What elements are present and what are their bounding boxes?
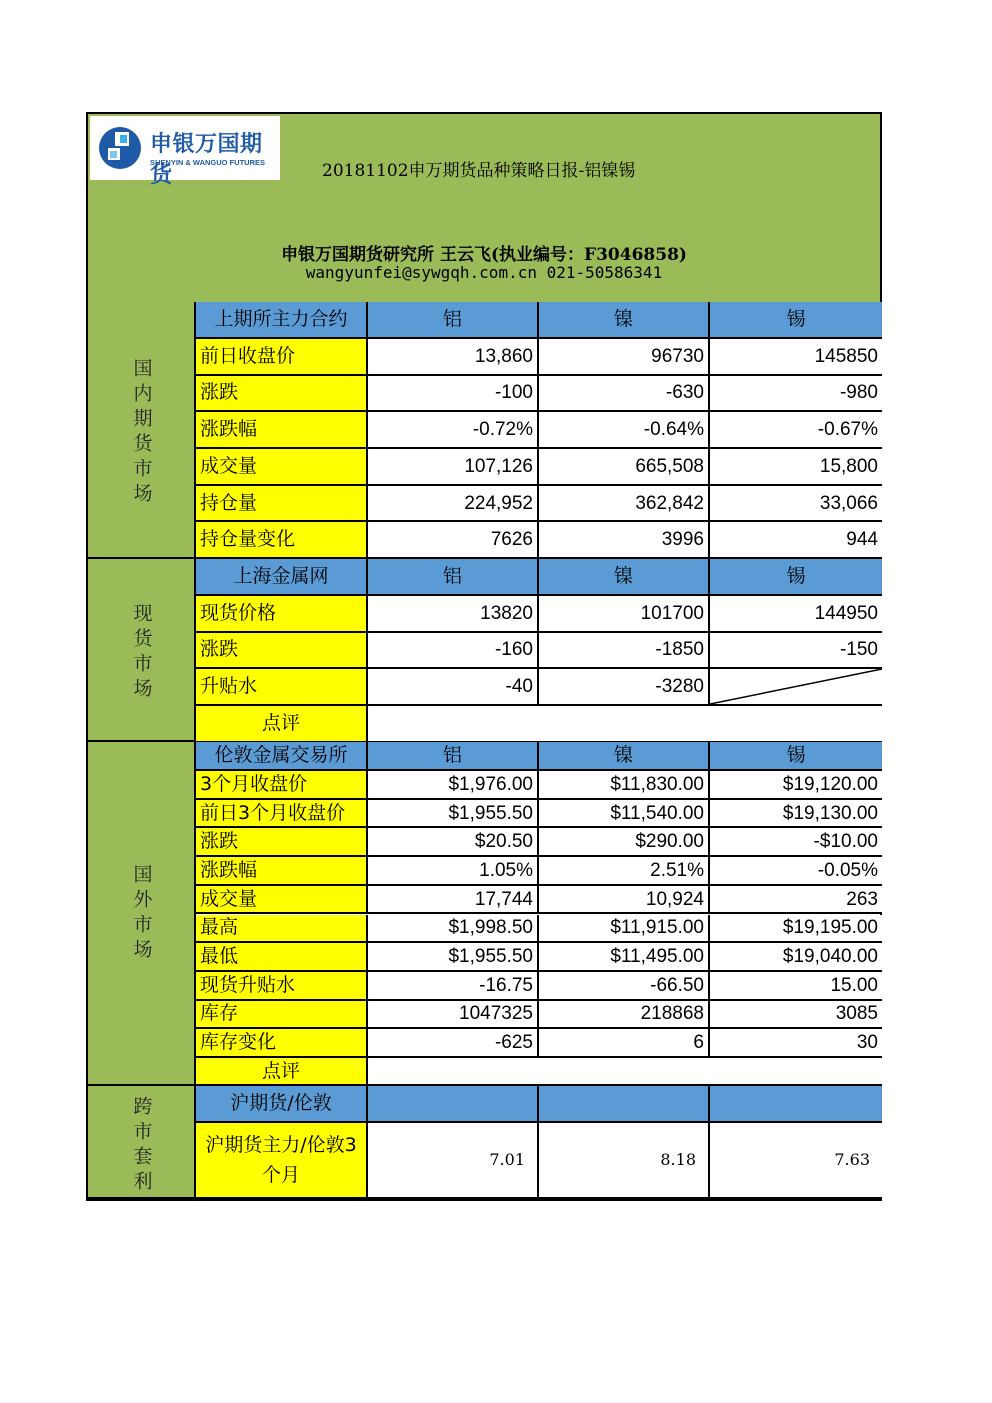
foreign-cell: -66.50 (539, 972, 710, 1001)
arbitrage-ratio-cell: 7.63 (710, 1123, 882, 1199)
spot-row-label: 现货价格 (196, 596, 368, 633)
foreign-row-label: 3个月收盘价 (196, 771, 368, 800)
foreign-cell: 6 (539, 1029, 710, 1058)
foreign-cell: 30 (710, 1029, 882, 1058)
domestic-cell: 665,508 (539, 449, 710, 486)
domestic-cell: -0.72% (368, 412, 539, 449)
arbitrage-header-1 (368, 1086, 539, 1123)
spot-row-label: 升贴水 (196, 669, 368, 706)
domestic-cell: 224,952 (368, 486, 539, 523)
arbitrage-header-2 (539, 1086, 710, 1123)
foreign-cell: $19,040.00 (710, 943, 882, 972)
foreign-row-label: 最高 (196, 915, 368, 944)
foreign-cell: -0.05% (710, 857, 882, 886)
foreign-row-label: 现货升贴水 (196, 972, 368, 1001)
domestic-cell: -0.64% (539, 412, 710, 449)
domestic-row-label: 前日收盘价 (196, 339, 368, 376)
spot-cell: -1850 (539, 633, 710, 670)
section-arbitrage-label: 跨市套利 (130, 1096, 153, 1196)
foreign-cell: 1.05% (368, 857, 539, 886)
foreign-cell: $290.00 (539, 828, 710, 857)
domestic-cell: 96730 (539, 339, 710, 376)
foreign-cell: $19,130.00 (710, 800, 882, 829)
foreign-header-1: 铝 (368, 742, 539, 771)
foreign-cell: 2.51% (539, 857, 710, 886)
foreign-header-3: 锡 (710, 742, 882, 771)
spot-cell: -160 (368, 633, 539, 670)
foreign-cell: $20.50 (368, 828, 539, 857)
foreign-comment-label: 点评 (196, 1058, 368, 1086)
domestic-header-0: 上期所主力合约 (196, 302, 368, 339)
section-spot (88, 559, 196, 742)
spot-cell: 101700 (539, 596, 710, 633)
foreign-cell: -$10.00 (710, 828, 882, 857)
section-domestic (88, 302, 196, 559)
spot-header-2: 镍 (539, 559, 710, 596)
foreign-cell: $11,495.00 (539, 943, 710, 972)
foreign-row-label: 前日3个月收盘价 (196, 800, 368, 829)
foreign-cell: 10,924 (539, 886, 710, 915)
section-foreign-label: 国外市场 (130, 864, 153, 964)
section-spot-label: 现货市场 (130, 603, 153, 703)
foreign-comment-field (368, 1058, 882, 1086)
domestic-cell: 7626 (368, 522, 539, 559)
spot-cell: -40 (368, 669, 539, 706)
domestic-row-label: 涨跌 (196, 376, 368, 413)
domestic-cell: -100 (368, 376, 539, 413)
foreign-header-0: 伦敦金属交易所 (196, 742, 368, 771)
company-logo (90, 116, 280, 188)
diagonal-empty-mark (710, 669, 882, 706)
foreign-cell: $11,540.00 (539, 800, 710, 829)
foreign-row-label: 涨跌 (196, 828, 368, 857)
foreign-row-label: 成交量 (196, 886, 368, 915)
foreign-row-label: 涨跌幅 (196, 857, 368, 886)
section-domestic-label: 国内期货市场 (130, 358, 153, 508)
spot-header-0: 上海金属网 (196, 559, 368, 596)
foreign-cell: $19,195.00 (710, 915, 882, 944)
arbitrage-ratio-cell: 8.18 (539, 1123, 710, 1199)
spot-cell (710, 669, 882, 706)
spot-cell: -150 (710, 633, 882, 670)
domestic-row-label: 持仓量变化 (196, 522, 368, 559)
spot-cell: -3280 (539, 669, 710, 706)
domestic-header-3: 锡 (710, 302, 882, 339)
arbitrage-header-3 (710, 1086, 882, 1123)
logo-mark-icon (98, 126, 142, 170)
foreign-cell: 263 (710, 886, 882, 915)
foreign-cell: $19,120.00 (710, 771, 882, 800)
domestic-row-label: 成交量 (196, 449, 368, 486)
domestic-header-2: 镍 (539, 302, 710, 339)
domestic-cell: 107,126 (368, 449, 539, 486)
arbitrage-header-0: 沪期货/伦敦 (196, 1086, 368, 1123)
author-line: 申银万国期货研究所 王云飞(执业编号：F3046858) (281, 245, 687, 265)
foreign-cell: 3085 (710, 1001, 882, 1030)
foreign-cell: -625 (368, 1029, 539, 1058)
foreign-header-2: 镍 (539, 742, 710, 771)
domestic-cell: 944 (710, 522, 882, 559)
foreign-cell: $1,976.00 (368, 771, 539, 800)
spot-row-label: 涨跌 (196, 633, 368, 670)
arbitrage-ratio-cell: 7.01 (368, 1123, 539, 1199)
domestic-cell: -630 (539, 376, 710, 413)
foreign-cell: 1047325 (368, 1001, 539, 1030)
foreign-cell: -16.75 (368, 972, 539, 1001)
spot-comment-label: 点评 (196, 706, 368, 744)
author-block (88, 222, 880, 304)
foreign-cell: 15.00 (710, 972, 882, 1001)
domestic-row-label: 持仓量 (196, 486, 368, 523)
foreign-cell: $1,955.50 (368, 943, 539, 972)
domestic-cell: -980 (710, 376, 882, 413)
logo-name-en: SHENYIN & WANGUO FUTURES (150, 158, 266, 167)
domestic-cell: 3996 (539, 522, 710, 559)
spot-cell: 144950 (710, 596, 882, 633)
foreign-row-label: 库存 (196, 1001, 368, 1030)
domestic-cell: -0.67% (710, 412, 882, 449)
foreign-cell: $11,915.00 (539, 915, 710, 944)
domestic-cell: 15,800 (710, 449, 882, 486)
domestic-cell: 13,860 (368, 339, 539, 376)
spot-comment-field (368, 706, 882, 744)
spot-header-1: 铝 (368, 559, 539, 596)
domestic-cell: 362,842 (539, 486, 710, 523)
foreign-cell: $1,998.50 (368, 915, 539, 944)
foreign-cell: 218868 (539, 1001, 710, 1030)
domestic-cell: 33,066 (710, 486, 882, 523)
section-arbitrage (88, 1086, 196, 1199)
foreign-cell: $11,830.00 (539, 771, 710, 800)
contact-line: wangyunfei@sywgqh.com.cn 021-50586341 (305, 263, 663, 282)
domestic-header-1: 铝 (368, 302, 539, 339)
foreign-cell: 17,744 (368, 886, 539, 915)
arbitrage-row-label: 沪期货主力/伦敦3个月 (196, 1123, 368, 1199)
report-header (88, 114, 880, 224)
logo-name-cn: 申银万国期货 (150, 132, 263, 188)
domestic-row-label: 涨跌幅 (196, 412, 368, 449)
report-title: 20181102申万期货品种策略日报-铝镍锡 (322, 161, 636, 181)
spot-header-3: 锡 (710, 559, 882, 596)
foreign-cell: $1,955.50 (368, 800, 539, 829)
foreign-row-label: 最低 (196, 943, 368, 972)
domestic-cell: 145850 (710, 339, 882, 376)
section-foreign (88, 742, 196, 1086)
spot-cell: 13820 (368, 596, 539, 633)
foreign-row-label: 库存变化 (196, 1029, 368, 1058)
strategy-report-sheet (86, 112, 882, 1201)
